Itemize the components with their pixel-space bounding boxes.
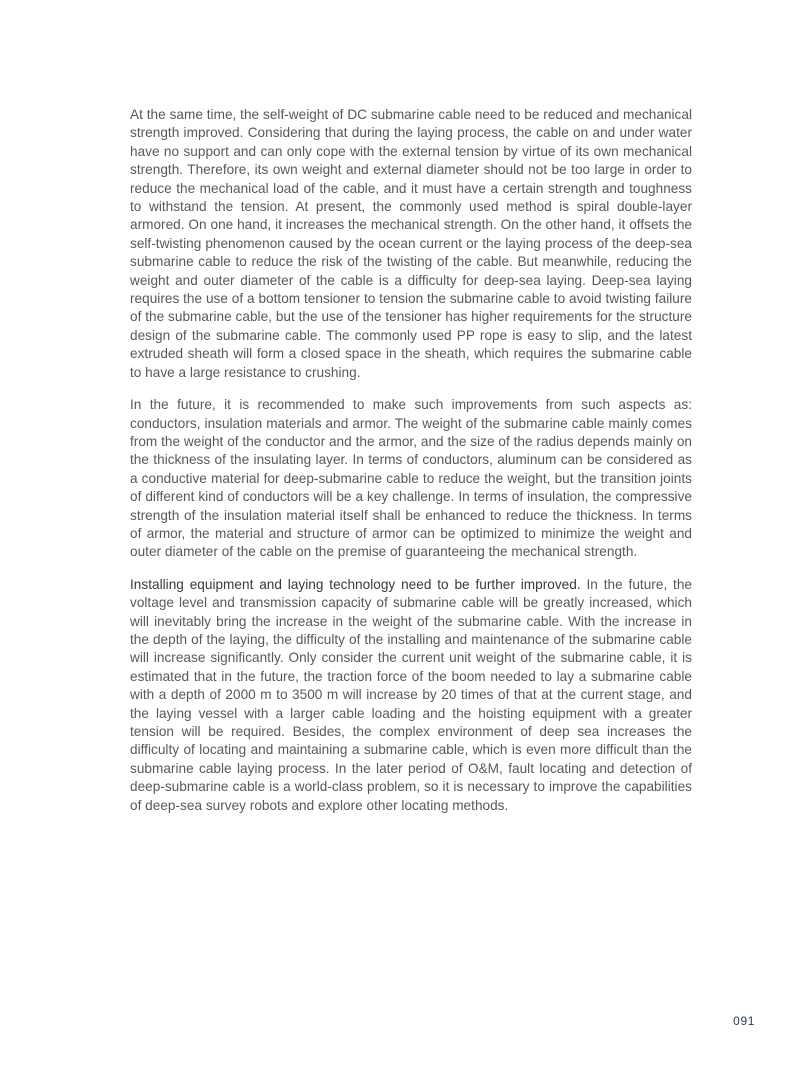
paragraph-cable-weight-reduction: At the same time, the self-weight of DC submarine cable need to be reduced and mechanical strength improved. Considering that during the laying process, the cable on and under water have no support and can only cope with the external tension by virtue of its own mechanical strength. Therefore, its own weight and external diameter should not be too large in order to reduce the mechanical load of the cable, and it must have a certain strength and toughness to withstand the tension. At present, the commonly used method is spiral double-layer armored. On one hand, it increases the mechanical strength. On the other hand, it offsets the self-twisting phenomenon caused by the ocean current or the laying process of the deep-sea submarine cable to reduce the risk of the twisting of the cable. But meanwhile, reducing the weight and outer diameter of the cable is a difficulty for deep-sea laying. Deep-sea laying requires the use of a bottom tensioner to tension the submarine cable to avoid twisting failure of the submarine cable, but the use of the tensioner has higher requirements for the structure design of the submarine cable. The commonly used PP rope is easy to slip, and the latest extruded sheath will form a closed space in the sheath, which requires the submarine cable to have a large resistance to crushing. <box>130 107 692 380</box>
paragraph-installing-equipment <box>130 576 692 815</box>
paragraph-lead-sentence: Installing equipment and laying technology need to be further improved. <box>130 576 581 592</box>
paragraph-future-improvements: In the future, it is recommended to make such improvements from such aspects as: conductors, insulation materials and armor. The weight of the submarine cable mainly comes from the weight of the conductor and the armor, and the size of the radius depends mainly on the thickness of the insulating layer. In terms of conductors, aluminum can be considered as a conductive material for deep-submarine cable to reduce the weight, but the transition joints of different kind of conductors will be a key challenge. In terms of insulation, the compressive strength of the insulation material itself shall be enhanced to reduce the thickness. In terms of armor, the material and structure of armor can be optimized to minimize the weight and outer diameter of the cable on the premise of guaranteeing the mechanical strength. <box>130 397 692 560</box>
page-number: 091 <box>733 1014 755 1028</box>
page-text-content <box>130 106 692 815</box>
paragraph-body-text: In the future, the voltage level and transmission capacity of submarine cable will be greatly increased, which will inevitably bring the increase in the weight of the submarine cable. With the increase in the depth of the laying, the difficulty of the installing and maintenance of the submarine cable will increase significantly. Only consider the current unit weight of the submarine cable, it is estimated that in the future, the traction force of the boom needed to lay a submarine cable with a depth of 2000 m to 3500 m will increase by 20 times of that at the current stage, and the laying vessel with a larger cable loading and the hoisting equipment with a greater tension will be required. Besides, the complex environment of deep sea increases the difficulty of locating and maintaining a submarine cable, which is even more difficult than the submarine cable laying process. In the later period of O&M, fault locating and detection of deep-submarine cable is a world-class problem, so it is necessary to improve the capabilities of deep-sea survey robots and explore other locating methods. <box>130 576 693 813</box>
